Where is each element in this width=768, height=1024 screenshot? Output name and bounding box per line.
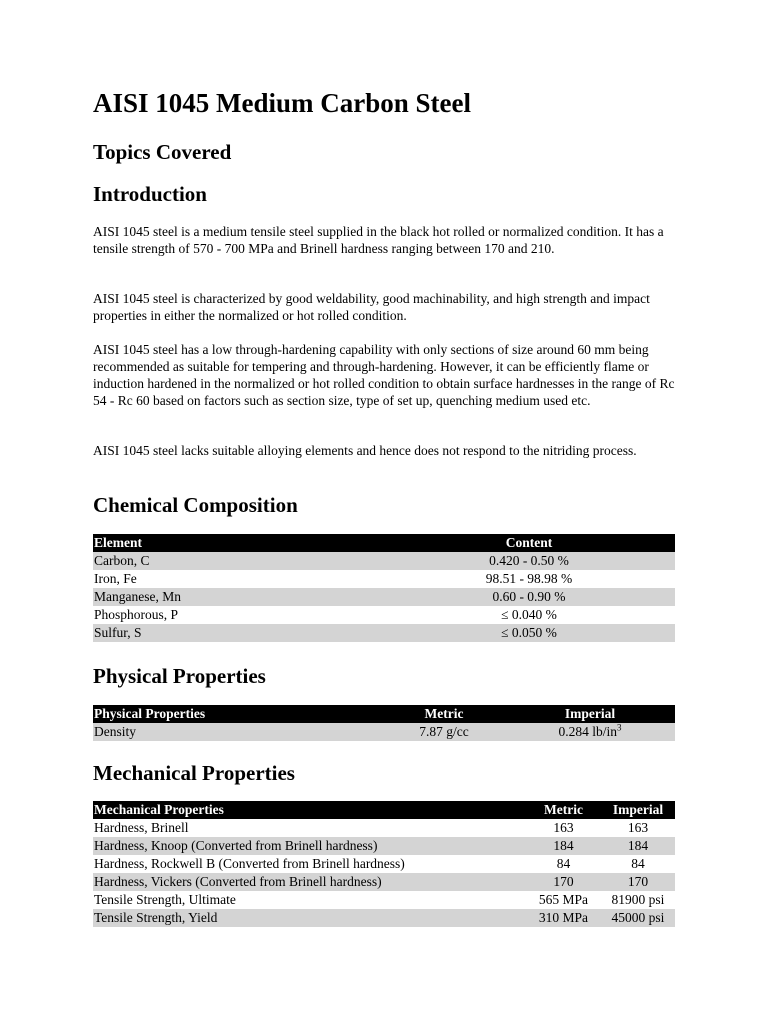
property-cell: Hardness, Vickers (Converted from Brinell hardness)	[93, 873, 526, 891]
property-cell: Density	[93, 723, 383, 741]
table-row	[93, 837, 675, 855]
property-cell: Hardness, Brinell	[94, 820, 189, 835]
imperial-cell: 81900 psi	[611, 892, 665, 907]
table-row	[93, 624, 675, 642]
topics-covered-heading: Topics Covered	[93, 140, 232, 164]
physical-properties-heading: Physical Properties	[93, 664, 266, 688]
intro-paragraph-4: AISI 1045 steel lacks suitable alloying elements and hence does not respond to the nitriding process.	[93, 443, 637, 458]
intro-paragraph-1: AISI 1045 steel is a medium tensile steel supplied in the black hot rolled or normalized condition. It has a tensile strength of 570 - 700 MPa and Brinell hardness ranging between 170 and 210.	[93, 224, 664, 256]
table-row	[93, 873, 675, 891]
column-header: Imperial	[505, 705, 675, 723]
element-cell: Sulfur, S	[93, 624, 383, 642]
imperial-cell	[505, 723, 675, 741]
column-header: Imperial	[601, 801, 675, 819]
mechanical-properties-table	[93, 801, 675, 927]
page-title: AISI 1045 Medium Carbon Steel	[93, 88, 472, 118]
imperial-cell: 163	[627, 820, 649, 835]
column-header: Mechanical Properties	[93, 801, 526, 819]
exponent: 3	[617, 722, 622, 733]
content-cell: 98.51 - 98.98 %	[485, 571, 573, 586]
content-cell: ≤ 0.040 %	[501, 607, 557, 622]
metric-cell: 84	[556, 856, 571, 871]
content-cell: 0.60 - 0.90 %	[383, 588, 675, 606]
element-cell: Manganese, Mn	[93, 588, 383, 606]
imperial-value: 0.284 lb/in	[558, 724, 617, 739]
property-cell: Hardness, Rockwell B (Converted from Brinell hardness)	[94, 856, 405, 871]
metric-cell: 565 MPa	[538, 892, 589, 907]
imperial-cell: 184	[601, 837, 675, 855]
metric-cell: 310 MPa	[526, 909, 601, 927]
introduction-heading: Introduction	[93, 182, 207, 206]
imperial-cell: 84	[631, 856, 645, 871]
table-row	[93, 606, 675, 624]
column-header: Metric	[383, 705, 505, 723]
intro-paragraph-3: AISI 1045 steel has a low through-hardening capability with only sections of size around 60 mm being recommended as suitable for tempering and through-hardening. However, it can be efficiently flame or induction hardened in the normalized or hot rolled condition to obtain surface hardnesses in the range of Rc 54 - Rc 60 based on factors such as section size, type of set up, quenching medium used etc.	[93, 342, 675, 408]
table-row	[93, 855, 675, 873]
table-row	[93, 552, 675, 570]
metric-cell: 184	[526, 837, 601, 855]
table-row	[93, 819, 675, 837]
chemical-composition-heading: Chemical Composition	[93, 493, 298, 517]
element-cell: Iron, Fe	[94, 571, 137, 586]
table-row	[93, 588, 675, 606]
table-row	[93, 570, 675, 588]
property-cell: Tensile Strength, Ultimate	[94, 892, 236, 907]
content-cell: ≤ 0.050 %	[383, 624, 675, 642]
property-cell: Tensile Strength, Yield	[93, 909, 526, 927]
column-header: Element	[93, 534, 383, 552]
property-cell: Hardness, Knoop (Converted from Brinell hardness)	[93, 837, 526, 855]
chemical-composition-table	[93, 534, 675, 642]
metric-cell: 7.87 g/cc	[383, 723, 505, 741]
table-header-row	[93, 705, 675, 723]
physical-properties-table	[93, 705, 675, 741]
metric-cell: 170	[526, 873, 601, 891]
intro-paragraph-2: AISI 1045 steel is characterized by good weldability, good machinability, and high strength and impact properties in either the normalized or hot rolled condition.	[93, 291, 650, 323]
imperial-cell: 170	[601, 873, 675, 891]
column-header: Content	[383, 534, 675, 552]
content-cell: 0.420 - 0.50 %	[383, 552, 675, 570]
table-header-row	[93, 534, 675, 552]
element-cell: Carbon, C	[93, 552, 383, 570]
table-header-row	[93, 801, 675, 819]
table-row	[93, 909, 675, 927]
imperial-cell: 45000 psi	[601, 909, 675, 927]
table-row	[93, 723, 675, 741]
metric-cell: 163	[553, 820, 574, 835]
column-header: Physical Properties	[93, 705, 383, 723]
mechanical-properties-heading: Mechanical Properties	[93, 761, 295, 785]
element-cell: Phosphorous, P	[94, 607, 179, 622]
table-row	[93, 891, 675, 909]
column-header: Metric	[526, 801, 601, 819]
